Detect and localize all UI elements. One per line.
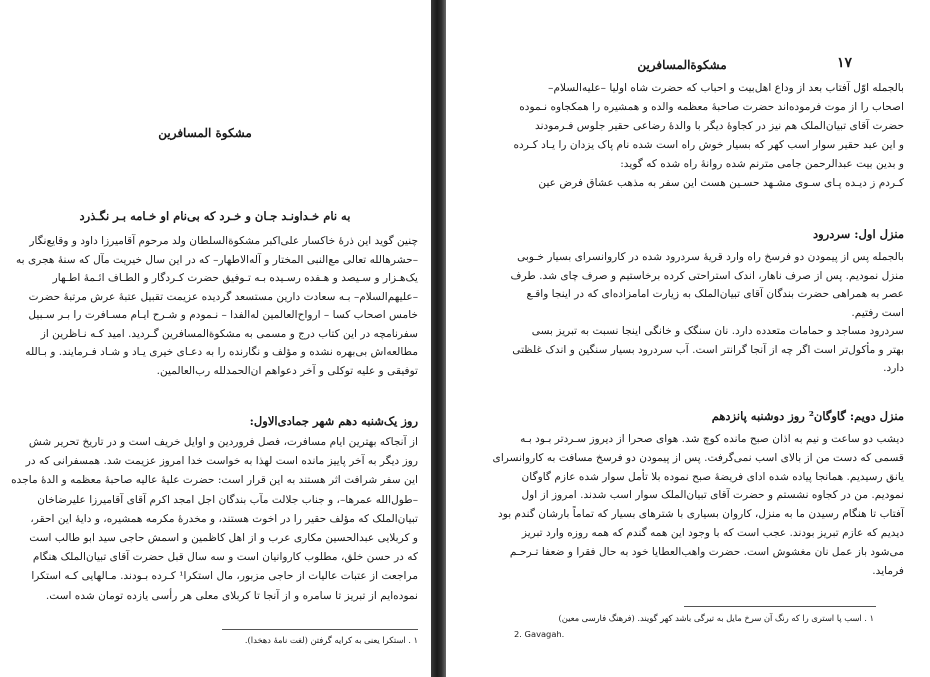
text-line: بالجمله پس از پیمودن دو فرسخ راه وارد قریهٔ سردرود شده در کاروانسرای بسیار خـوبی bbox=[517, 251, 904, 263]
text-line: آفتاب تا هنگام رسیدن ما به منزل، کاروان بسیاری با شترهای بسیار که تماماً بارشان گندم بود bbox=[498, 508, 904, 521]
text-line: و کربلایی عبدالحسین مکاری عرب و از اهل کاظمین و اسمش حاجی سید ابو طالب است bbox=[29, 532, 418, 544]
text-line: کـردم ز دیـده پـای سـوی مشـهد حسـین هست این سفر به مذهب عشاق فرض عین bbox=[538, 177, 904, 189]
text-line: نموده‌ایم از تبریز تا سامره و از آنجا تا کربلای معلی هر رأسی یازده تومان شده است. bbox=[45, 589, 418, 602]
section1-heading: منزل اول: سردرود bbox=[812, 227, 904, 241]
text-line: –حشرهالله تعالی مع‌النبی المختار و آله‌الاطهار– که در این سال خیریت مآل که سنهٔ هجری به bbox=[15, 253, 418, 266]
text-line: حضرت آقای تبیان‌الملک هم نیز در کجاوهٔ دیگر با والدهٔ رضاعی حقیر جلوس فـرمودند bbox=[535, 120, 904, 132]
footnote-1: ۱ . اسب پا استری را که رنگ آن سرخ مایل به تیرگی باشد کهر گویند. (فرهنگ فارسی معین) bbox=[558, 613, 874, 623]
footnote-divider bbox=[222, 629, 418, 630]
text-line: منزل نمودیم. پس از صرف ناهار، اندک استراحتی کرده برخاستیم و صرف چای شد. طرف bbox=[510, 269, 904, 282]
section2-heading: منزل دویم: گاوگان² روز دوشنبه پانزدهم bbox=[711, 409, 904, 423]
book-gutter bbox=[431, 0, 446, 677]
footnote-divider bbox=[684, 606, 876, 607]
text-line: –علیهم‌السلام– بـه سعادت دارین مستسعد گردیده عزیمت تقبیل عتبهٔ عرش مرتبهٔ حضرت bbox=[28, 290, 418, 303]
text-line: دارد. bbox=[883, 362, 904, 374]
text-line: یک‌هـزار و سـیصد و هـفده رسـیده بـه تـوفیق حضرت کـردگار و الطـاف ائـمهٔ اطـهار bbox=[52, 272, 418, 284]
text-line: از آنجاکه بهترین ایام مسافرت، فصل فروردین و اوایل خریف است و در تاریخ تحریر شش bbox=[28, 436, 418, 448]
text-line: سردرود مساجد و حمامات متعدده دارد. نان سنگک و خانگی اینجا نسبت به تبریز بسی bbox=[531, 325, 904, 337]
text-line: خامس اصحاب کسا – ارواح‌العالمین له‌الفدا – نـمودم و شـرح ایـام مسـافرت را بـر سـبیل bbox=[28, 309, 418, 321]
text-line: قسمی که دست من از بالای اسب نمی‌گرفت. پس از پیمودن دو فرسخ مسافت به کاروانسرای bbox=[492, 451, 904, 464]
opening-verse-heading: به نام خـداونـد جـان و خـرد که بی‌نام او خـامه بـر نگـذرد bbox=[79, 209, 351, 223]
text-line: سفرنامچه در این کتاب درج و مسمی به مشکوة‌المسافرین گـردید. امید کـه نـاظرین از bbox=[40, 327, 418, 340]
right-page bbox=[446, 0, 930, 677]
footnote-2: 2. Gavagah. bbox=[514, 629, 565, 639]
text-line: بالجمله اوّل آفتاب بعد از وداع اهل‌بیت و احباب که حضرت شاه اولیا –علیه‌السلام– bbox=[548, 82, 904, 94]
text-line: و این عبد حقیر سوار اسب کهر که بسیار خوش راه است شده نام پاک یزدان را یـاد کـرده bbox=[513, 139, 904, 151]
text-line: عصر به همراهی حضرت بندگان آقای تبیان‌الملک به زیارت امامزاده‌ای که در اینجا واقـع bbox=[526, 288, 904, 300]
text-line: تبیان‌الملک که مؤلف حقیر را در اخوت هستند، و مخدرهٔ مکرمه همشیره، و دایهٔ این احقر، bbox=[30, 512, 418, 525]
header-title: مشکوة‌المسافرین bbox=[637, 58, 727, 72]
text-line: می‌شود باز عمل نان مغشوش است. حضرت واهب‌العطایا خود به حال فقرا و ضعفا تـرحـم bbox=[509, 545, 904, 558]
left-page bbox=[0, 0, 431, 677]
text-line: دیدیم که عازم تبریز بودند. عجب است که با وجود این همه گندم که همه روزه وارد تبریز bbox=[521, 527, 904, 539]
text-line: یانق رسیدیم. همانجا پیاده شده ادای فریضهٔ صبح نموده بلا تأمل سوار شده عازم گاوگان bbox=[521, 470, 904, 483]
running-title: مشکوة المسافرین bbox=[158, 126, 252, 140]
footnote: ۱ . استکرا یعنی به کرایه گرفتن (لغت نامهٔ دهخدا). bbox=[244, 635, 418, 645]
text-line: است رفتیم. bbox=[851, 306, 904, 319]
text-line: روز دیگر به آخر پاییز مانده است لهذا به خواست خدا امروز عزیمت شد. همسفرانی که در bbox=[25, 455, 418, 468]
text-line: مطالعه‌اش بی‌بهره نشده و مؤلف و نگارنده را به دعـای خیری یـاد و شـاد فـرمایند. و بـالله bbox=[25, 346, 418, 358]
text-line: بهتر و مأکول‌تر است اگر چه از آنجا گرانتر است. آب سردرود بسیار سنگین و اندک غلظتی bbox=[512, 343, 904, 356]
text-line: –طول‌الله عمرها–، و جناب جلالت مآب بندگان اجل امجد اکرم آقای آقامیرزا علیرضاخان bbox=[37, 493, 418, 506]
page-number: ۱۷ bbox=[836, 55, 852, 71]
text-line: اصحاب را از موت فرموده‌اند حضرت صاحبهٔ معظمه والده و همشیره را همکجاوه نـموده bbox=[519, 101, 904, 113]
text-line: چنین گوید این ذرهٔ خاکسار علی‌اکبر مشکوة‌السلطان ولد مرحوم آقامیرزا داود و وقایع‌نگار bbox=[29, 235, 418, 247]
text-line: فرماید. bbox=[872, 564, 904, 577]
text-line: توفیقی و علیه توکلی و آخر دعواهم ان‌الحمدلله رب‌العالمین. bbox=[156, 364, 418, 377]
text-line: که در حسن خلق، مطلوب کاروانیان است و سه سال قبل حضرت آقای تبیان‌الملک هنگام bbox=[32, 551, 418, 564]
text-line: نمودیم. من در کجاوه نشستم و حضرت آقای تبیان‌الملک سوار اسب شدند. امروز از اول bbox=[521, 489, 904, 502]
section-heading: روز یک‌شنبه دهم شهر جمادی‌الاول: bbox=[249, 414, 418, 428]
text-line: مراجعت از عتبات عالیات از حاجی مزبور، مال استکرا¹ کـرده بـودند. مـالهایی کـه استکرا bbox=[31, 570, 418, 583]
text-line: و بدین بیت عبدالرحمن جامی مترنم شده روانهٔ راه شده که گوید: bbox=[620, 158, 904, 170]
text-line: این سفر شرافت اثر هستند به این قرار است: حضرت علیهٔ عالیه صاحبهٔ معظمه و الدهٔ ماجده bbox=[11, 474, 418, 487]
text-line: دیشب دو ساعت و نیم به اذان صبح مانده کوچ شد. هوای صحرا از دیروز سـردتر بـود بـه bbox=[520, 433, 904, 445]
